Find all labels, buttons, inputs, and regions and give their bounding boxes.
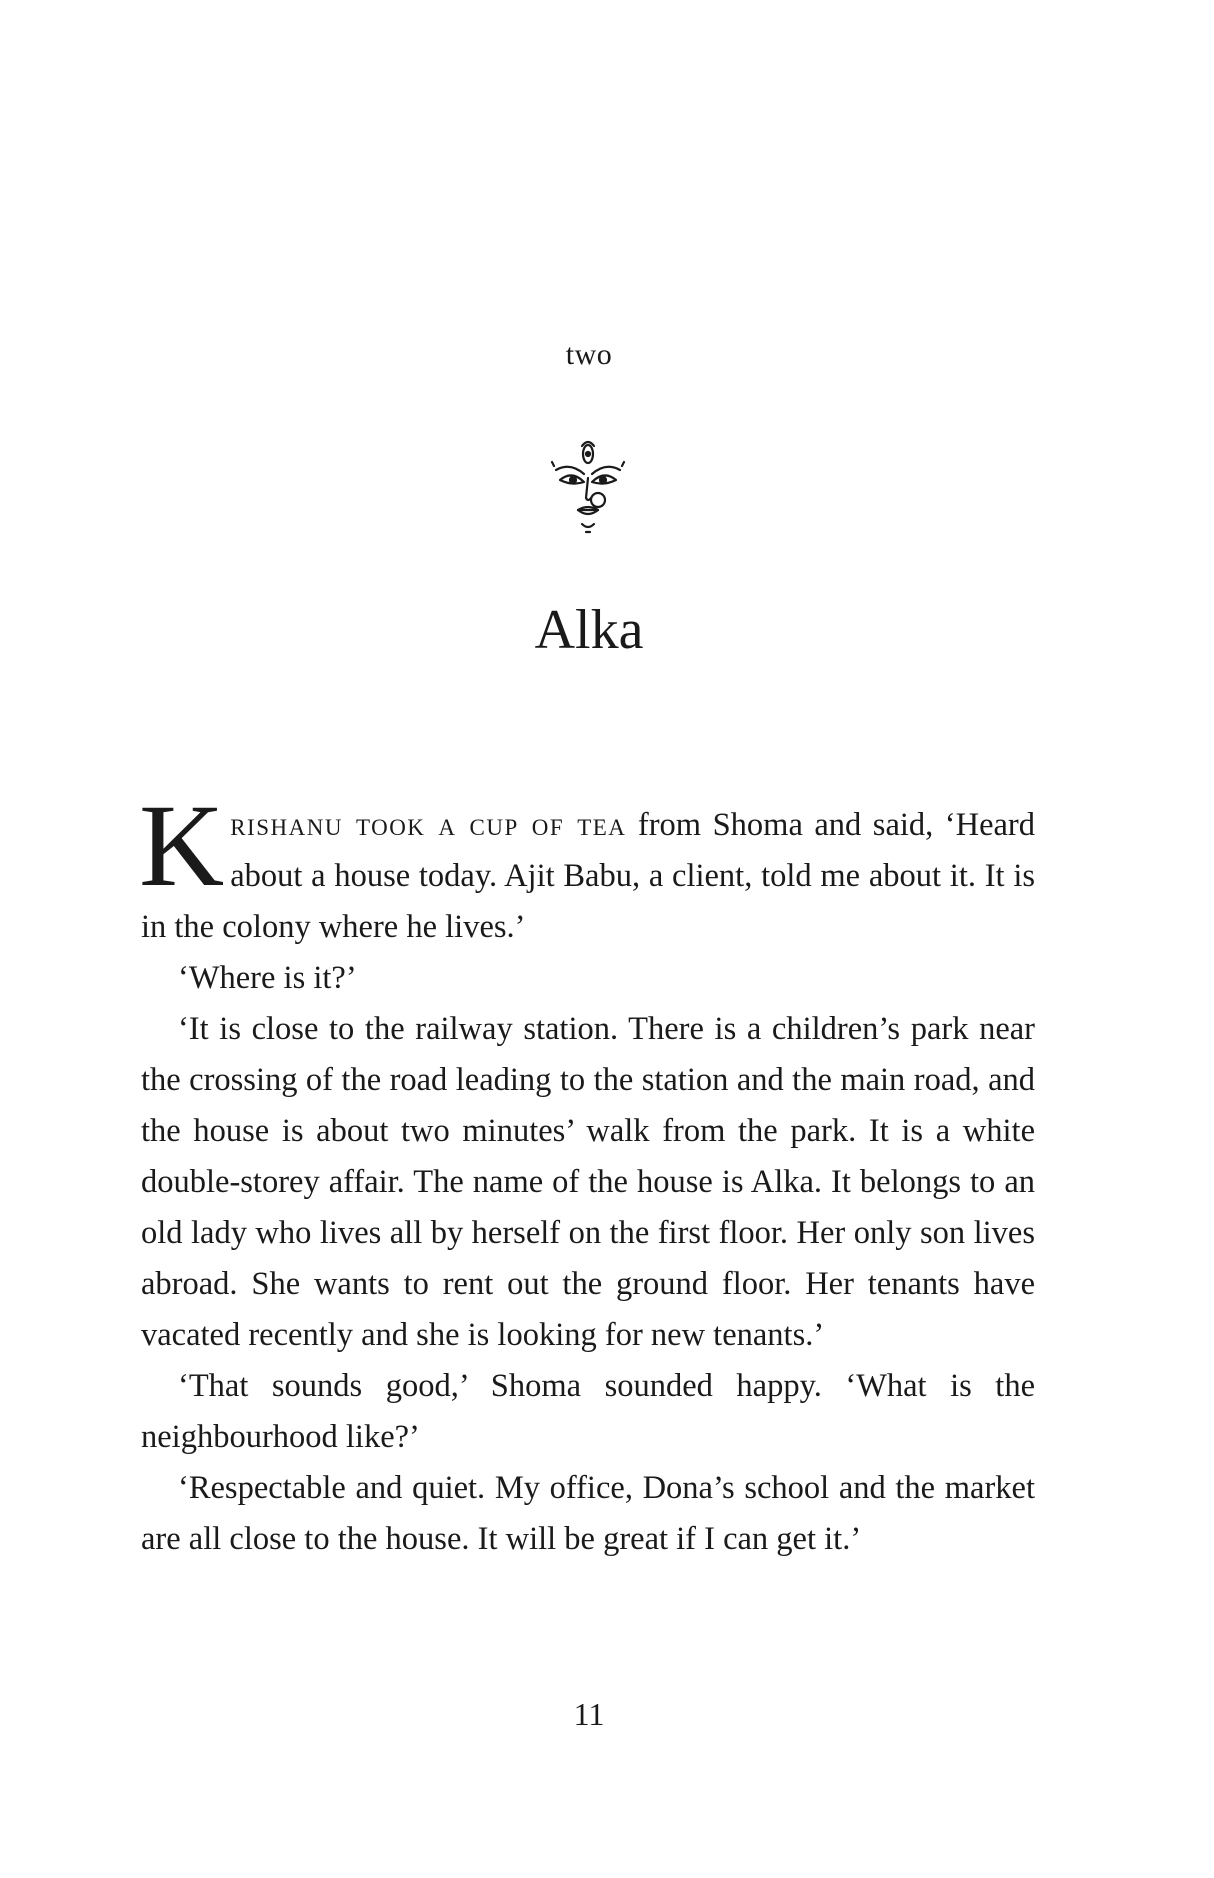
paragraph: ‘That sounds good,’ Shoma sounded happy. ‘What is the neighbourhood like?’ xyxy=(141,1368,1035,1455)
small-caps-opening: rishanu took a cup of tea xyxy=(230,807,627,843)
chapter-title: Alka xyxy=(534,599,644,661)
paragraph: ‘Where is it?’ xyxy=(178,960,357,996)
paragraph: ‘Respectable and quiet. My office, Dona’s school and the market are all close to the house. It will be great if I can get it.’ xyxy=(141,1470,1035,1557)
chapter-body xyxy=(139,780,1036,1565)
page-number: 11 xyxy=(573,1696,605,1732)
paragraph: ‘It is close to the railway station. There is a children’s park near the crossing of the road leading to the station and the main road, and the house is about two minutes’ walk from the park. It is a white double-storey affair. The name of the house is Alka. It belongs to an old lady who lives all by herself on the first floor. Her only son lives abroad. She wants to rent out the ground floor. Her tenants have vacated recently and she is looking for new tenants.’ xyxy=(141,1011,1035,1353)
opening-paragraph xyxy=(139,780,1036,953)
chapter-number: two xyxy=(565,338,613,371)
opening-paragraph-text: from Shoma and said, ‘Heard about a house today. Ajit Babu, a client, told me about it. It is in the colony where he lives.’ xyxy=(141,807,1036,945)
drop-cap: K xyxy=(139,780,225,911)
goddess-face-ornament-icon xyxy=(548,440,628,540)
